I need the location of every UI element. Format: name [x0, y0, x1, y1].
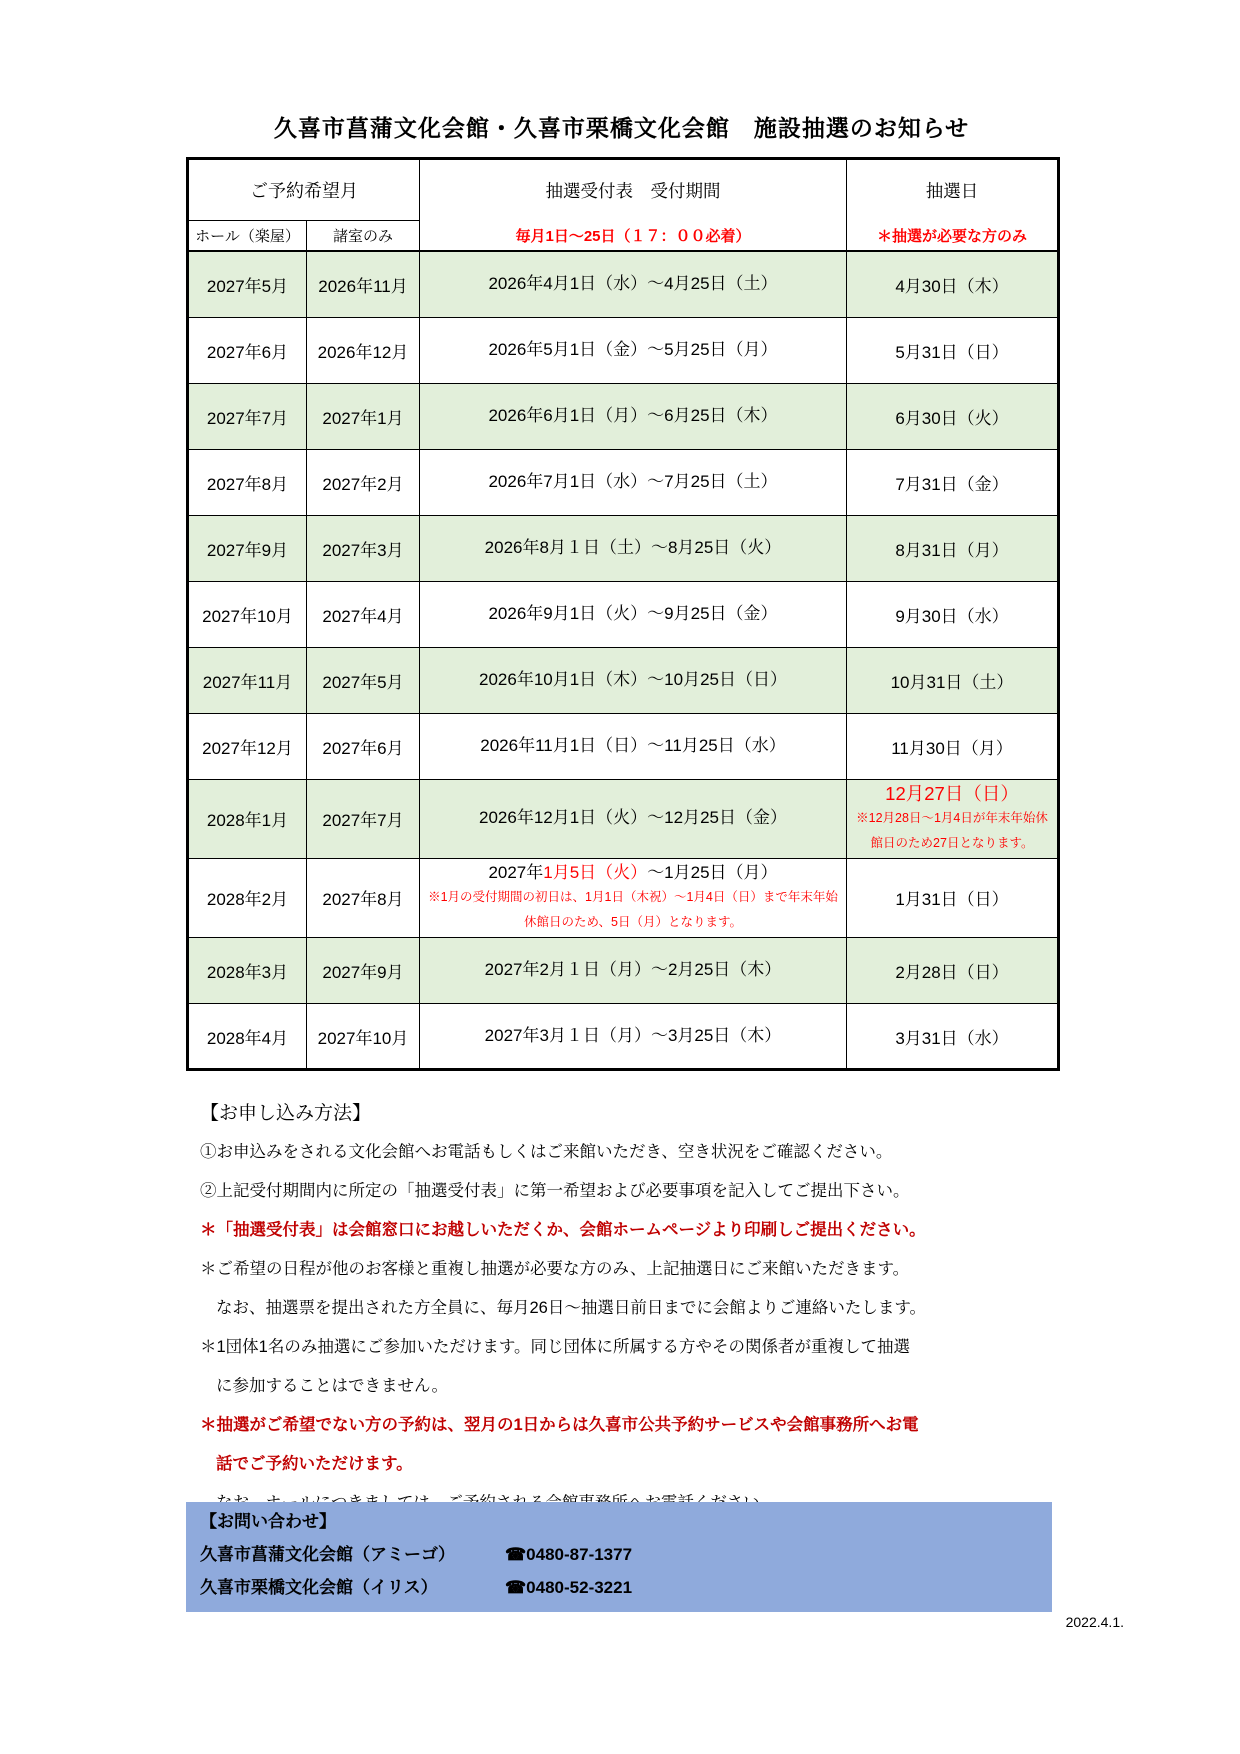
contact-heading: 【お問い合わせ】	[200, 1512, 336, 1531]
schedule-row	[188, 515, 1059, 581]
rooms-month-cell: 2027年1月	[307, 383, 420, 449]
table-header	[188, 159, 1059, 252]
rooms-month-cell: 2027年7月	[307, 779, 420, 858]
lottery-date-cell: 11月30日（月）	[847, 713, 1059, 779]
schedule-row	[188, 581, 1059, 647]
venue-name: 久喜市菖蒲文化会館（アミーゴ）	[200, 1545, 455, 1564]
application-section	[200, 1098, 1110, 1523]
rooms-month-cell: 2027年8月	[307, 858, 420, 938]
hall-month-cell: 2028年4月	[188, 1004, 307, 1070]
contact-list	[200, 1538, 1038, 1604]
schedule-row	[188, 713, 1059, 779]
schedule-row	[188, 858, 1059, 938]
reception-period-header	[420, 159, 847, 252]
schedule-row	[188, 317, 1059, 383]
reception-period-cell: 2026年11月1日（日）～11月25日（水）	[420, 713, 847, 779]
rooms-month-cell: 2027年2月	[307, 449, 420, 515]
hall-month-cell: 2028年2月	[188, 858, 307, 938]
table-body	[188, 251, 1059, 1070]
reception-period-cell: 2026年9月1日（火）～9月25日（金）	[420, 581, 847, 647]
reception-period-cell: 2026年7月1日（水）～7月25日（土）	[420, 449, 847, 515]
hall-column-header: ホール（楽屋）	[188, 220, 307, 251]
reception-period-title: 抽選受付表 受付期間	[545, 180, 721, 201]
hall-month-cell: 2027年11月	[188, 647, 307, 713]
hall-month-cell: 2028年3月	[188, 938, 307, 1004]
schedule-row	[188, 1004, 1059, 1070]
lottery-date-cell: 6月30日（火）	[847, 383, 1059, 449]
lottery-date-cell: 8月31日（月）	[847, 515, 1059, 581]
reception-period-cell: 2026年5月1日（金）～5月25日（月）	[420, 317, 847, 383]
rooms-month-cell: 2027年10月	[307, 1004, 420, 1070]
hall-month-cell: 2027年8月	[188, 449, 307, 515]
application-note-line: 話でご予約いただけます。	[216, 1455, 413, 1473]
reception-period-cell: 2026年12月1日（火）～12月25日（金）	[420, 779, 847, 858]
lottery-date-cell: 10月31日（土）	[847, 647, 1059, 713]
schedule-row	[188, 779, 1059, 858]
reservation-month-header: ご予約希望月	[188, 159, 420, 221]
application-note-line: ＊抽選がご希望でない方の予約は、翌月の1日からは久喜市公共予約サービスや会館事務所へお電	[200, 1416, 919, 1434]
rooms-month-cell: 2027年5月	[307, 647, 420, 713]
lottery-day-title: 抽選日	[925, 180, 979, 201]
lottery-date-cell: 9月30日（水）	[847, 581, 1059, 647]
application-note-line: ＊「抽選受付表」は会館窓口にお越しいただくか、会館ホームページより印刷しご提出ください。	[200, 1221, 926, 1239]
reception-period-cell: 2027年2月１日（月）～2月25日（木）	[420, 938, 847, 1004]
lottery-day-header	[847, 159, 1059, 252]
hall-month-cell: 2027年9月	[188, 515, 307, 581]
hall-month-cell: 2027年6月	[188, 317, 307, 383]
lottery-date-cell: 2月28日（日）	[847, 938, 1059, 1004]
rooms-month-cell: 2027年9月	[307, 938, 420, 1004]
reception-period-cell: 2026年8月１日（土）～8月25日（火）	[420, 515, 847, 581]
lottery-date-cell: 7月31日（金）	[847, 449, 1059, 515]
application-notes	[200, 1133, 1110, 1523]
application-note-line: ＊ご希望の日程が他のお客様と重複し抽選が必要な方のみ、上記抽選日にご来館いただきます。	[200, 1260, 910, 1278]
application-note-line: に参加することはできません。	[216, 1377, 448, 1395]
application-note-line: なお、抽選票を提出された方全員に、毎月26日～抽選日前日までに会館よりご連絡いたします。	[216, 1299, 927, 1317]
reception-period-cell: 2026年10月1日（木）～10月25日（日）	[420, 647, 847, 713]
application-note-line: ＊1団体1名のみ抽選にご参加いただけます。同じ団体に所属する方やその関係者が重複して抽選	[200, 1338, 911, 1356]
rooms-column-header: 諸室のみ	[307, 220, 420, 251]
venue-name: 久喜市栗橋文化会館（イリス）	[200, 1578, 438, 1597]
lottery-day-note: ＊抽選が必要な方のみ	[876, 227, 1027, 245]
venue-phone: ☎0480-52-3221	[505, 1578, 633, 1597]
rooms-month-cell: 2027年6月	[307, 713, 420, 779]
reception-period-note: 毎月1日～25日（１７：００必着）	[515, 227, 751, 245]
contact-section	[186, 1502, 1052, 1612]
venue-phone: ☎0480-87-1377	[505, 1545, 633, 1564]
revision-date: 2022.4.1.	[1065, 1614, 1124, 1630]
hall-month-cell: 2027年5月	[188, 251, 307, 317]
hall-month-cell: 2027年7月	[188, 383, 307, 449]
contact-entry	[200, 1571, 1038, 1604]
rooms-month-cell: 2027年4月	[307, 581, 420, 647]
page-title: 久喜市菖蒲文化会館・久喜市栗橋文化会館 施設抽選のお知らせ	[273, 115, 970, 141]
lottery-date-cell: 4月30日（木）	[847, 251, 1059, 317]
rooms-month-cell: 2026年12月	[307, 317, 420, 383]
reception-period-cell: 2027年1月5日（火）～1月25日（月） ※1月の受付期間の初日は、1月1日（木祝）～1月4日（日）まで年末年始休館日のため、5日（月）となります。	[420, 858, 847, 938]
lottery-date-cell: 1月31日（日）	[847, 858, 1059, 938]
application-note-line: ①お申込みをされる文化会館へお電話もしくはご来館いただき、空き状況をご確認ください。	[200, 1143, 893, 1161]
lottery-date-cell: 12月27日（日） ※12月28日～1月4日が年末年始休館日のため27日となります。	[847, 779, 1059, 858]
hall-month-cell: 2027年12月	[188, 713, 307, 779]
hall-month-cell: 2028年1月	[188, 779, 307, 858]
application-note-line: ②上記受付期間内に所定の「抽選受付表」に第一希望および必要事項を記入してご提出下さい。	[200, 1182, 910, 1200]
schedule-row	[188, 938, 1059, 1004]
schedule-row	[188, 647, 1059, 713]
rooms-month-cell: 2026年11月	[307, 251, 420, 317]
contact-entry	[200, 1538, 1038, 1571]
lottery-schedule-table	[186, 157, 1060, 1071]
reception-period-cell: 2026年6月1日（月）～6月25日（木）	[420, 383, 847, 449]
schedule-row	[188, 449, 1059, 515]
application-heading: 【お申し込み方法】	[200, 1103, 372, 1124]
hall-month-cell: 2027年10月	[188, 581, 307, 647]
lottery-date-cell: 5月31日（日）	[847, 317, 1059, 383]
reception-period-cell: 2026年4月1日（水）～4月25日（土）	[420, 251, 847, 317]
reception-period-cell: 2027年3月１日（月）～3月25日（木）	[420, 1004, 847, 1070]
rooms-month-cell: 2027年3月	[307, 515, 420, 581]
schedule-row	[188, 383, 1059, 449]
schedule-row	[188, 251, 1059, 317]
lottery-date-cell: 3月31日（水）	[847, 1004, 1059, 1070]
